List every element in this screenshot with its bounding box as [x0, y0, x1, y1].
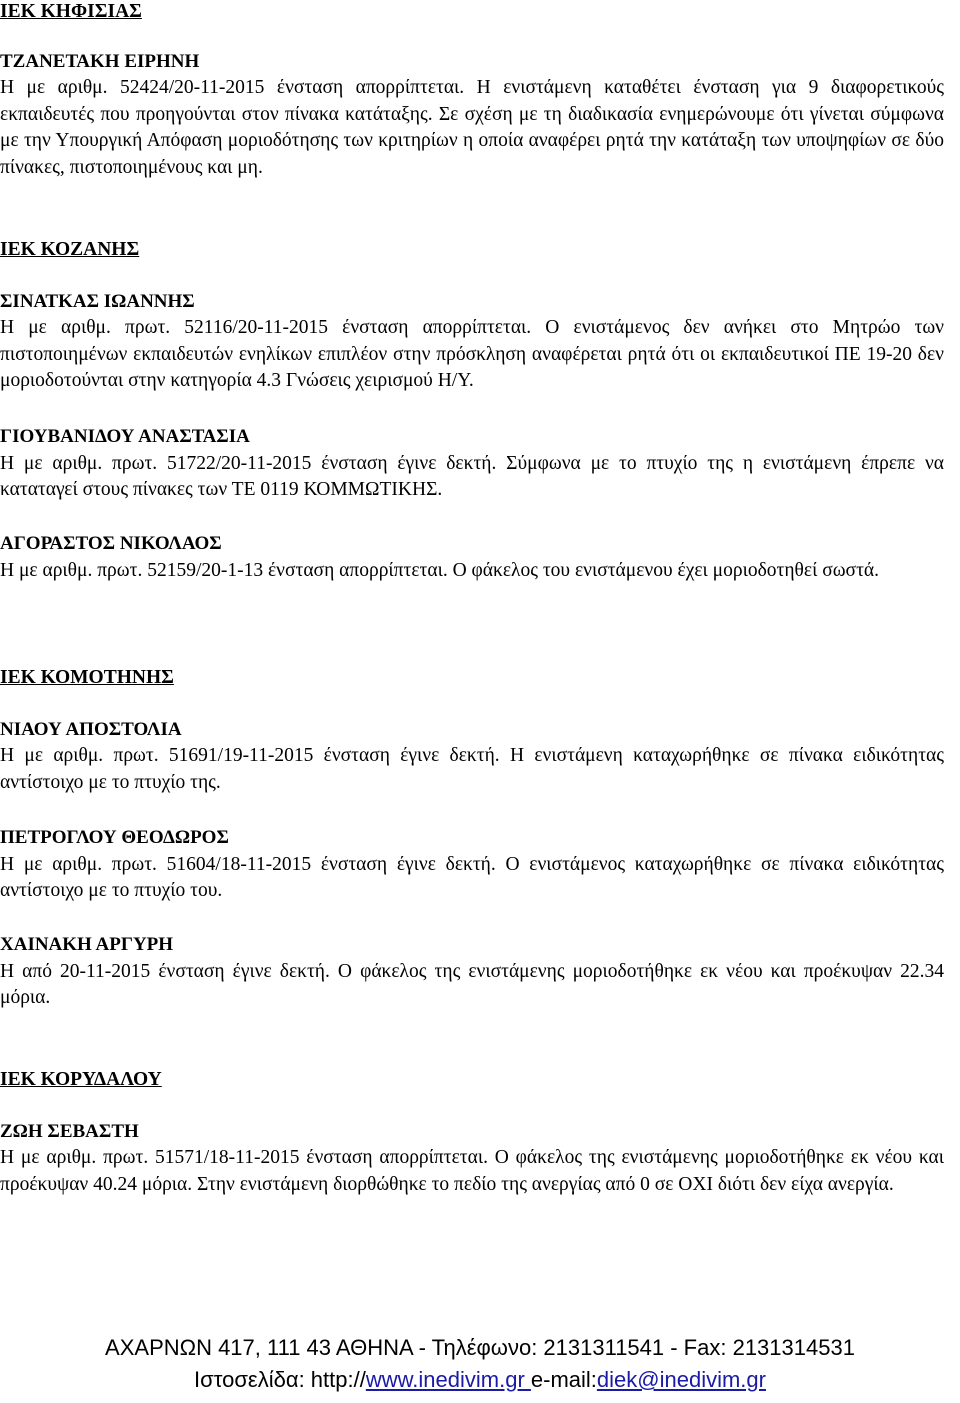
person-name: ΠΕΤΡΟΓΛΟΥ ΘΕΟΔΩΡΟΣ: [0, 827, 229, 848]
website-label: Ιστοσελίδα: http://: [194, 1367, 366, 1392]
entry-petroglou: [0, 825, 944, 905]
person-name: ΤΖΑΝΕΤΑΚΗ ΕΙΡΗΝΗ: [0, 50, 200, 72]
email-link[interactable]: diek@inedivim.gr: [596, 1367, 766, 1392]
person-name: ΝΙΑΟΥ ΑΠΟΣΤΟΛΙΑ: [0, 718, 182, 740]
school-heading: ΙΕΚ ΚΟΖΑΝΗΣ: [0, 239, 140, 260]
entry-giouvanidou: [0, 424, 944, 504]
entry-chainaki: [0, 932, 944, 1012]
school-heading: ΙΕΚ ΚΟΜΟΤΗΝΗΣ: [0, 667, 174, 688]
entry-agorastos: [0, 531, 944, 584]
footer-contact: [0, 1364, 960, 1396]
section-iek-kozanis: [0, 237, 944, 395]
decision-text: Η με αριθμ. 52424/20-11-2015 ένσταση απορρίπτεται. Η ενιστάμενη καταθέτει ένσταση για 9 διαφορετικούς εκπαιδευτές που προηγούνται στον πίνακα κατάταξης. Σε σχέση με τη διαδικασία ενημερώνουμε ότι γίνεται σύμφωνα με την Υπουργική Απόφαση μοριοδότησης των κριτηρίων η οποία αναφέρει ρητά την κατάταξη των υποψηφίων σε δύο πίνακες, πιστοποιημένους και μη.: [0, 77, 944, 178]
decision-text: Η με αριθμ. πρωτ. 52159/20-1-13 ένσταση απορρίπτεται. Ο φάκελος του ενιστάμενου έχει μοριοδοτηθεί σωστά.: [0, 559, 879, 581]
email-label: e-mail:: [530, 1367, 597, 1392]
page-footer: [0, 1332, 960, 1396]
person-name: ΓΙΟΥΒΑΝΙΔΟΥ ΑΝΑΣΤΑΣΙΑ: [0, 426, 250, 447]
person-name: ΣΙΝΑΤΚΑΣ ΙΩΑΝΝΗΣ: [0, 290, 195, 312]
school-heading: ΙΕΚ ΚΗΦΙΣΙΑΣ: [0, 1, 142, 22]
website-link[interactable]: www.inedivim.gr: [365, 1367, 531, 1392]
decision-text: Η με αριθμ. πρωτ. 51604/18-11-2015 ένσταση έγινε δεκτή. Ο ενιστάμενος καταχωρήθηκε σε πίνακα ειδικότητας αντίστοιχο με το πτυχίο του.: [0, 853, 944, 901]
decision-text: Η με αριθμ. πρωτ. 52116/20-11-2015 ένσταση απορρίπτεται. Ο ενιστάμενος δεν ανήκει στο Μητρώο των πιστοποιημένων εκπαιδευτών ενηλίκων επιπλέον στην πρόσκληση αναφέρεται ρητά ότι οι εκπαιδευτικοί ΠΕ 19-20 δεν μοριοδοτούνται στην κατηγορία 4.3 Γνώσεις χειρισμού Η/Υ.: [0, 317, 944, 391]
person-name: ΧΑΙΝΑΚΗ ΑΡΓΥΡΗ: [0, 934, 174, 955]
decision-text: Η από 20-11-2015 ένσταση έγινε δεκτή. Ο φάκελος της ενιστάμενης μοριοδοτήθηκε εκ νέου και προέκυψαν 22.34 μόρια.: [0, 960, 944, 1008]
person-name: ΖΩΗ ΣΕΒΑΣΤΗ: [0, 1120, 139, 1142]
footer-address: ΑΧΑΡΝΩΝ 417, 111 43 ΑΘΗΝΑ - Τηλέφωνο: 2131311541 - Fax: 2131314531: [105, 1335, 855, 1360]
decision-text: Η με αριθμ. πρωτ. 51691/19-11-2015 ένσταση έγινε δεκτή. Η ενιστάμενη καταχωρήθηκε σε πίνακα ειδικότητας αντίστοιχο με το πτυχίο της.: [0, 745, 944, 793]
school-heading: ΙΕΚ ΚΟΡΥΔΑΛΟΥ: [0, 1069, 162, 1090]
decision-text: Η με αριθμ. πρωτ. 51571/18-11-2015 ένσταση απορρίπτεται. Ο φάκελος της ενιστάμενης μοριοδοτήθηκε εκ νέου και προέκυψαν 40.24 μόρια. Στην ενιστάμενη διορθώθηκε το πεδίο της ανεργίας από 0 σε ΟΧΙ διότι δεν είχα ανεργία.: [0, 1147, 944, 1195]
person-name: ΑΓΟΡΑΣΤΟΣ ΝΙΚΟΛΑΟΣ: [0, 533, 222, 554]
section-iek-komotinis: [0, 665, 944, 796]
section-iek-kifisias: [0, 0, 944, 181]
decision-text: Η με αριθμ. πρωτ. 51722/20-11-2015 ένσταση έγινε δεκτή. Σύμφωνα με το πτυχίο της η ενιστάμενη έπρεπε να καταταγεί στους πίνακες των ΤΕ 0119 ΚΟΜΜΩΤΙΚΗΣ.: [0, 452, 944, 500]
section-iek-korydalou: [0, 1067, 944, 1198]
